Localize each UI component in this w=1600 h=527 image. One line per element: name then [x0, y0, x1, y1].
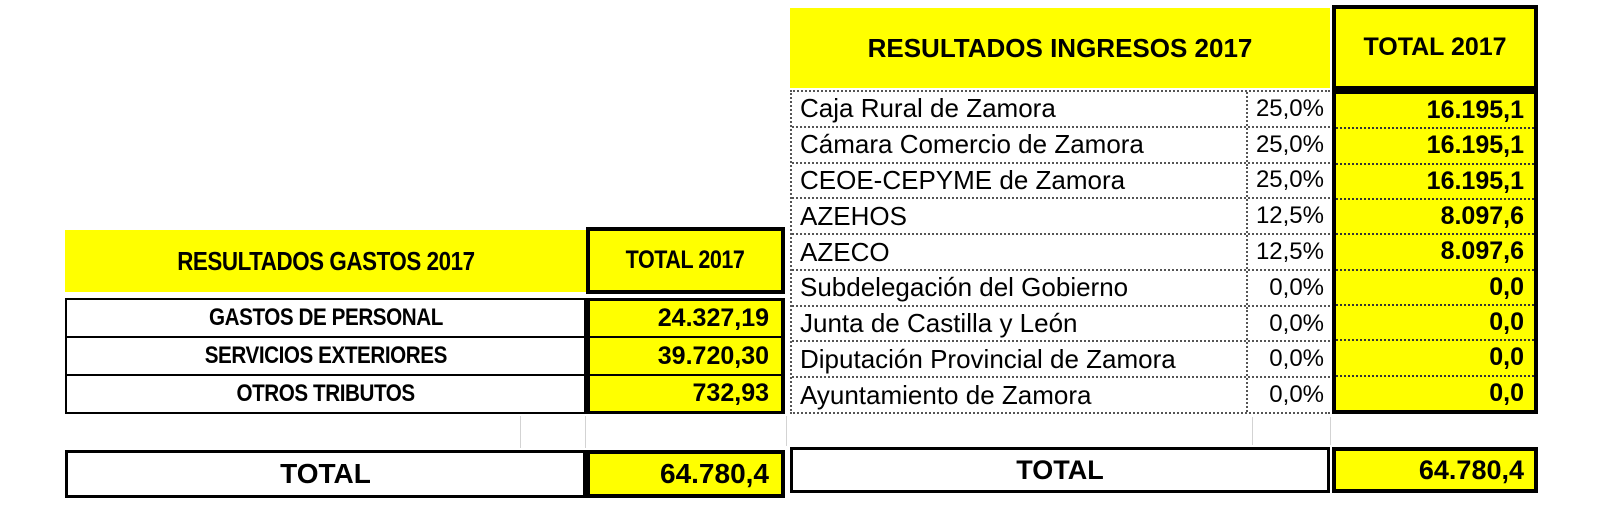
ingresos-row-percent: 25,0%: [1248, 92, 1330, 126]
ingresos-row-value: 0,0: [1336, 271, 1534, 306]
gridline: [1252, 417, 1253, 445]
ingresos-row-value: 16.195,1: [1336, 129, 1534, 164]
ingresos-row-percent: 0,0%: [1248, 271, 1330, 305]
gastos-table-title-text: RESULTADOS GASTOS 2017: [176, 245, 475, 276]
ingresos-total-row-value: 64.780,4: [1332, 447, 1538, 493]
gastos-row-label-text: GASTOS DE PERSONAL: [208, 304, 443, 331]
ingresos-total-2017-header: TOTAL 2017: [1332, 5, 1538, 90]
ingresos-row-label: CEOE-CEPYME de Zamora: [792, 164, 1248, 198]
ingresos-row: [792, 199, 1330, 235]
ingresos-row-value: 0,0: [1336, 341, 1534, 376]
gastos-row-value: 39.720,30: [586, 336, 785, 376]
ingresos-row: [792, 271, 1330, 307]
gastos-row-label-text: SERVICIOS EXTERIORES: [204, 342, 447, 369]
ingresos-row: [792, 307, 1330, 343]
ingresos-row-value: 8.097,6: [1336, 200, 1534, 235]
ingresos-row: [792, 92, 1330, 128]
ingresos-row: [792, 235, 1330, 271]
ingresos-values-column: [1332, 90, 1538, 414]
ingresos-row: [792, 128, 1330, 164]
gastos-total-2017-header-text: TOTAL 2017: [626, 246, 745, 274]
ingresos-row-label: Caja Rural de Zamora: [792, 92, 1248, 126]
ingresos-row-value: 8.097,6: [1336, 235, 1534, 270]
ingresos-row-label: AZECO: [792, 235, 1248, 269]
ingresos-row-percent: 0,0%: [1248, 342, 1330, 376]
ingresos-row-percent: 25,0%: [1248, 164, 1330, 198]
ingresos-row-label: Diputación Provincial de Zamora: [792, 342, 1248, 376]
ingresos-row-value: 0,0: [1489, 378, 1524, 407]
ingresos-total-row-label: TOTAL: [790, 447, 1330, 493]
ingresos-row-label: Subdelegación del Gobierno: [792, 271, 1248, 305]
gastos-row-label: [65, 336, 586, 376]
ingresos-row-label: AZEHOS: [792, 199, 1248, 233]
gridline: [1330, 417, 1331, 445]
ingresos-row-label: Ayuntamiento de Zamora: [792, 378, 1248, 412]
ingresos-row-value: 0,0: [1336, 306, 1534, 341]
gastos-row-label: [65, 374, 586, 414]
gastos-total-2017-header: [586, 227, 785, 294]
ingresos-row-value: 16.195,1: [1336, 94, 1534, 129]
ingresos-row-value: 16.195,1: [1336, 165, 1534, 200]
ingresos-row-label: Cámara Comercio de Zamora: [792, 128, 1248, 162]
gastos-row-value: 24.327,19: [586, 298, 785, 338]
gridline: [786, 416, 787, 446]
ingresos-row-percent: 12,5%: [1248, 199, 1330, 233]
ingresos-table-title: RESULTADOS INGRESOS 2017: [790, 8, 1330, 88]
gridline: [520, 416, 521, 448]
ingresos-row-percent: 12,5%: [1248, 235, 1330, 269]
gridline: [585, 416, 586, 448]
gastos-row-label-text: OTROS TRIBUTOS: [236, 380, 415, 407]
ingresos-row-percent: 0,0%: [1248, 378, 1330, 412]
gastos-total-row-label: TOTAL: [65, 450, 586, 498]
gastos-total-row-value: 64.780,4: [586, 450, 785, 498]
gastos-table-title: [65, 230, 586, 292]
ingresos-row: [792, 342, 1330, 378]
ingresos-row-label: Junta de Castilla y León: [792, 307, 1248, 341]
ingresos-rows: [790, 90, 1330, 414]
ingresos-row-percent: 0,0%: [1248, 307, 1330, 341]
ingresos-row: [792, 164, 1330, 200]
ingresos-row-percent: 25,0%: [1248, 128, 1330, 162]
ingresos-row: [792, 378, 1330, 412]
gastos-row-label: [65, 298, 586, 338]
gastos-row-value: 732,93: [586, 374, 785, 414]
